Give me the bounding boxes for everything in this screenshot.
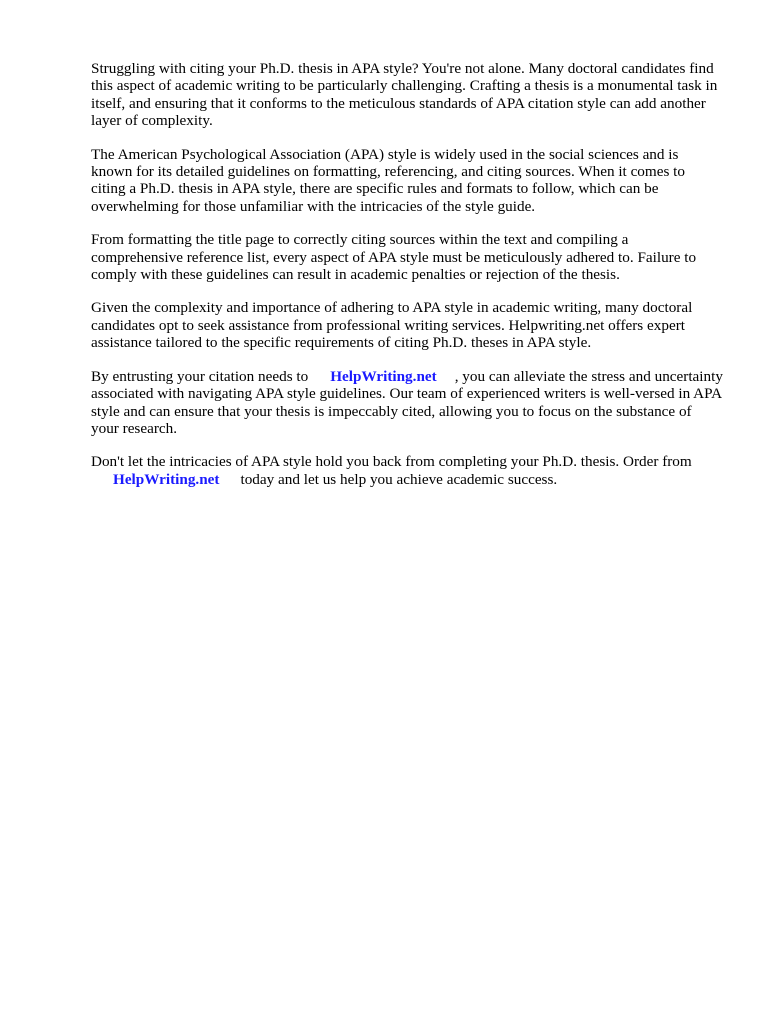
paragraph-assistance: Given the complexity and importance of adhering to APA style in academic writing, many doctoral candidates opt to seek assistance from professional writing services. Helpwriting.net offers expert assistance tailored to the specific requirements of citing Ph.D. theses in APA style. <box>91 299 693 352</box>
paragraph-closing <box>91 453 723 488</box>
document-page <box>91 60 723 504</box>
paragraph-entrusting <box>91 368 723 438</box>
entrusting-text-after: , you can alleviate the stress and uncertainty associated with navigating APA style guidelines. Our team of experienced writers is well-versed in APA style and can ensure that your thesis is impeccably cited, allowing you to focus on the substance of your research. <box>91 367 723 437</box>
entrusting-text-before: By entrusting your citation needs to <box>91 367 309 385</box>
helpwriting-link[interactable]: HelpWriting.net <box>330 367 437 385</box>
paragraph-apa-overview: The American Psychological Association (APA) style is widely used in the social sciences and is known for its detailed guidelines on formatting, referencing, and citing sources. When it comes to citing a Ph.D. thesis in APA style, there are specific rules and formats to follow, which can be overwhelming for those unfamiliar with the intricacies of the style guide. <box>91 145 685 215</box>
helpwriting-link-closing[interactable]: HelpWriting.net <box>113 470 220 488</box>
closing-text-after: today and let us help you achieve academic success. <box>240 470 558 488</box>
paragraph-formatting: From formatting the title page to correctly citing sources within the text and compiling a comprehensive reference list, every aspect of APA style must be meticulously adhered to. Failure to comply with these guidelines can result in academic penalties or rejection of the thesis. <box>91 231 697 284</box>
paragraph-intro: Struggling with citing your Ph.D. thesis in APA style? You're not alone. Many doctoral candidates find this aspect of academic writing to be particularly challenging. Crafting a thesis is a monumental task in itself, and ensuring that it conforms to the meticulous standards of APA citation style can add another layer of complexity. <box>91 60 718 130</box>
closing-text-before: Don't let the intricacies of APA style hold you back from completing your Ph.D. thesis. Order from <box>91 453 692 471</box>
